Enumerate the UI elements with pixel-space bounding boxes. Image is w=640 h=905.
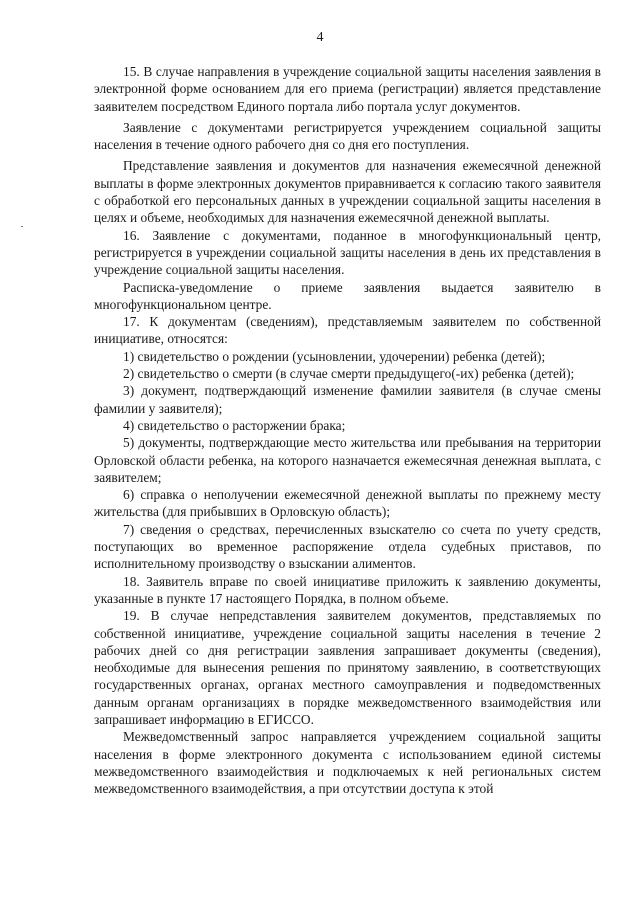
- list-item-3: 3) документ, подтверждающий изменение фамилии заявителя (в случае смены фамилии у заявителя);: [94, 383, 601, 416]
- paragraph-receipt: Расписка-уведомление о приеме заявления выдается заявителю в многофункциональном центре.: [94, 279, 601, 312]
- document-body: [94, 63, 601, 797]
- paragraph-19: 19. В случае непредставления заявителем документов, представляемых по собственной инициативе, учреждение социальной защиты населения в течение 2 рабочих дней со дня регистрации заявления запрашивает документы (сведения), необходимые для вынесения решения по принятому заявлению, в соответствующих государственных органах, органах местного самоуправления и подведомственных данным органам организациях в порядке межведомственного взаимодействия или запрашивает информацию в ЕГИССО.: [94, 608, 601, 727]
- paragraph-18: 18. Заявитель вправе по своей инициативе приложить к заявлению документы, указанные в пункте 17 настоящего Порядка, в полном объеме.: [94, 573, 601, 606]
- list-item-6: 6) справка о неполучении ежемесячной денежной выплаты по прежнему месту жительства (для прибывших в Орловскую область);: [94, 487, 601, 520]
- paragraph-15: 15. В случае направления в учреждение социальной защиты населения заявления в электронной форме основанием для его приема (регистрации) является представление заявителем посредством Единого портала либо портала услуг документов.: [94, 64, 601, 114]
- paragraph-16: 16. Заявление с документами, поданное в многофункциональный центр, регистрируется в учреждении социальной защиты населения в день их представления в учреждение социальной защиты населения.: [94, 227, 601, 278]
- paragraph-electronic-documents: Представление заявления и документов для назначения ежемесячной денежной выплаты в форме электронных документов приравнивается к согласию такого заявителя с обработкой его персональных данных в учреждении социальной защиты населения в целях и объеме, необходимых для назначения ежемесячной денежной выплаты.: [94, 158, 601, 226]
- list-item-4: 4) свидетельство о расторжении брака;: [123, 417, 346, 433]
- paragraph-interagency-request: Межведомственный запрос направляется учреждением социальной защиты населения в форме электронного документа с использованием единой системы межведомственного взаимодействия и подключаемых к ней региональных систем межведомственного взаимодействия, а при отсутствии доступа к этой: [94, 729, 601, 797]
- paragraph-17: 17. К документам (сведениям), представляемым заявителем по собственной инициативе, относятся:: [94, 314, 601, 347]
- list-item-2: 2) свидетельство о смерти (в случае смерти предыдущего(-их) ребенка (детей);: [123, 366, 575, 382]
- list-item-1: 1) свидетельство о рождении (усыновлении, удочерении) ребенка (детей);: [123, 348, 546, 364]
- list-item-7: 7) сведения о средствах, перечисленных взыскателю со счета по учету средств, поступающих во временное распоряжение отдела судебных приставов, по исполнительному производству о взыскании алиментов.: [94, 521, 601, 572]
- paragraph-registration: Заявление с документами регистрируется учреждением социальной защиты населения в течение одного рабочего дня со дня его поступления.: [94, 119, 601, 153]
- list-item-5: 5) документы, подтверждающие место жительства или пребывания на территории Орловской области ребенка, на которого назначается ежемесячная денежная выплата, с заявителем;: [94, 435, 601, 485]
- page-number: 4: [316, 30, 324, 45]
- margin-mark: [21, 226, 23, 227]
